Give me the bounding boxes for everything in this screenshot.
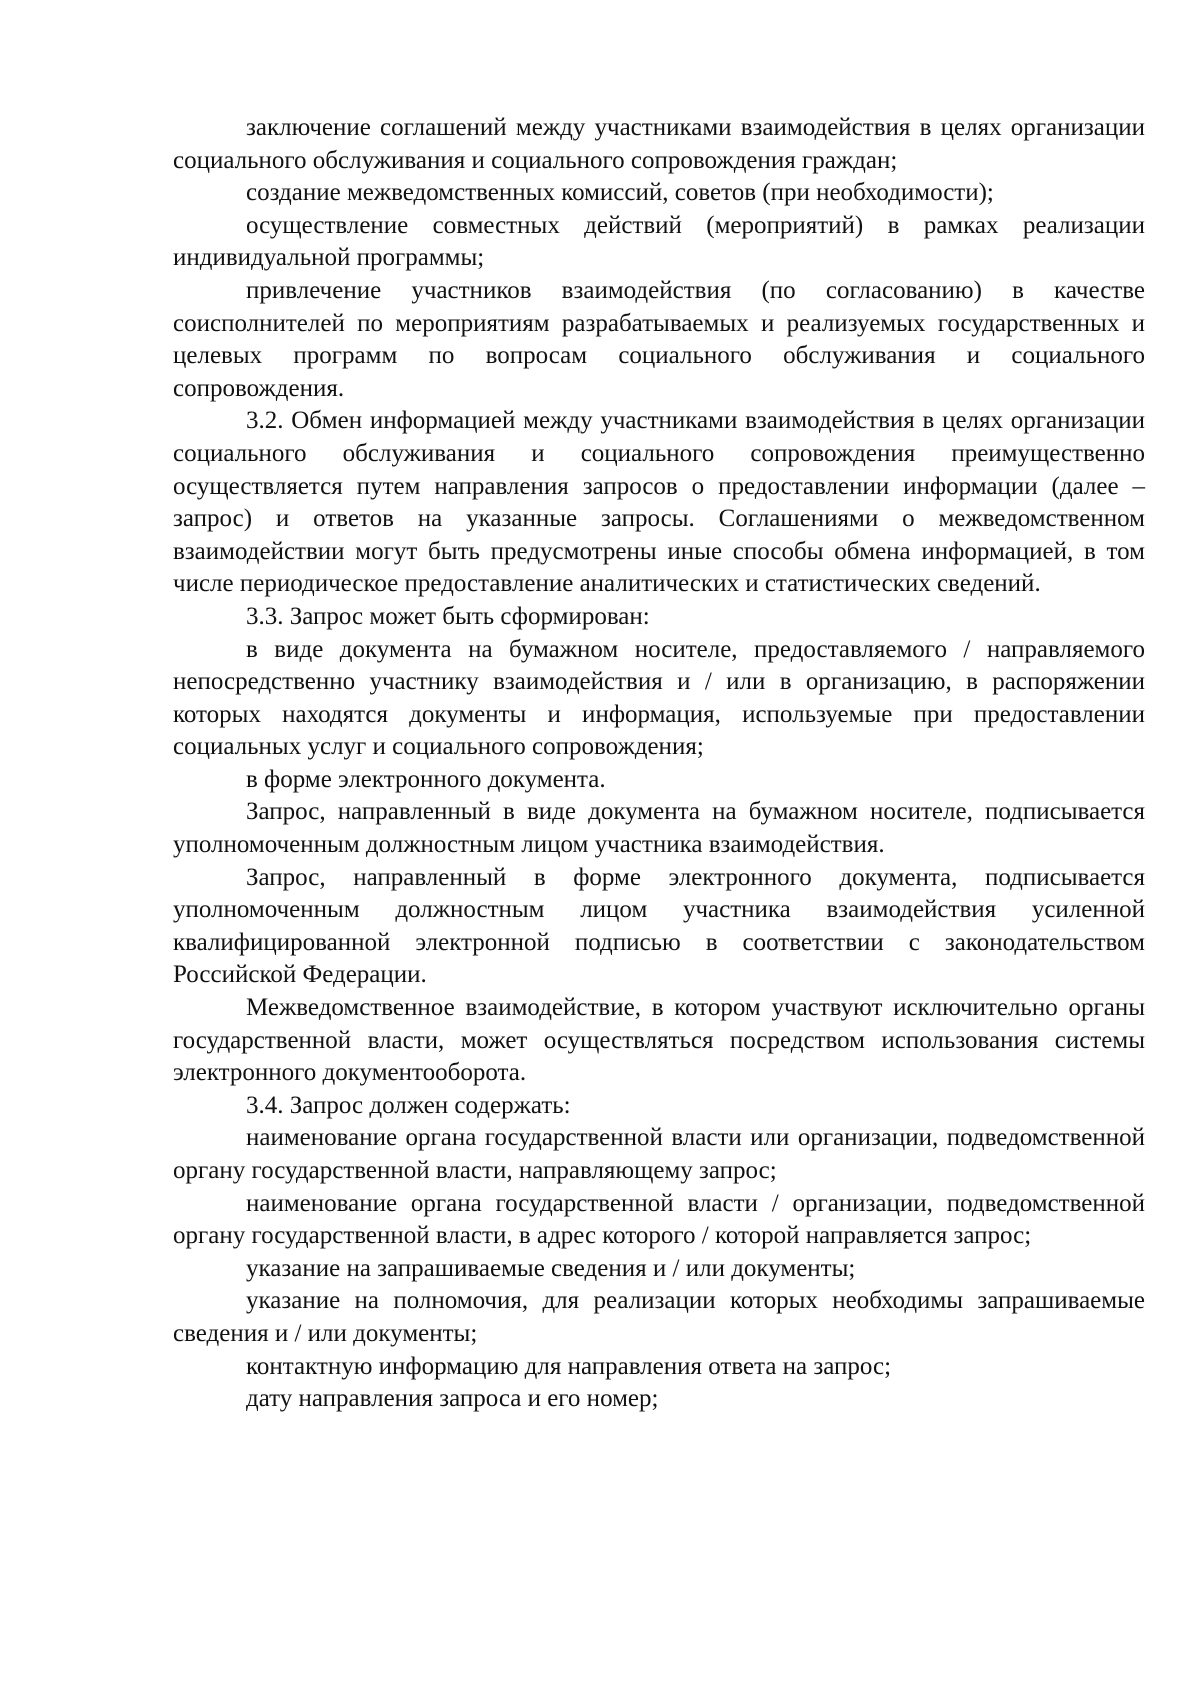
document-body (173, 112, 1145, 1416)
paragraph-edms: Межведомственное взаимодействие, в котором участвуют исключительно органы государственной власти, может осуществляться посредством использования системы электронного документооборота. (173, 994, 1145, 1087)
paragraph-agreements: заключение соглашений между участниками взаимодействия в целях организации социального обслуживания и социального сопровождения граждан; (173, 114, 1145, 174)
list-item-recipient-name: наименование органа государственной власти / организации, подведомственной органу государственной власти, в адрес которого / которой направляется запрос; (173, 1189, 1145, 1250)
paragraph-commissions: создание межведомственных комиссий, советов (при необходимости); (246, 179, 994, 207)
paragraph-section-3-2: 3.2. Обмен информацией между участниками взаимодействия в целях организации социального обслуживания и социального сопровождения преимущественно осуществляется путем направления запросов о предоставлении информации (далее – запрос) и ответов на указанные запросы. Соглашениями о межведомственном взаимодействии могут быть предусмотрены иные способы обмена информацией, в том числе периодическое предоставление аналитических и статистических сведений. (173, 407, 1145, 598)
paragraph-electronic-document: в форме электронного документа. (246, 765, 606, 793)
list-item-sender-name: наименование органа государственной власти или организации, подведомственной органу государственной власти, направляющему запрос; (173, 1124, 1145, 1184)
paragraph-paper-document: в виде документа на бумажном носителе, предоставляемого / направляемого непосредственно участнику взаимодействия и / или в организацию, в распоряжении которых находятся документы и информация, используемые при предоставлении социальных услуг и социального сопровождения; (173, 635, 1145, 761)
paragraph-section-3-3: 3.3. Запрос может быть сформирован: (246, 602, 650, 630)
list-item-authority: указание на полномочия, для реализации которых необходимы запрашиваемые сведения и / или документы; (173, 1287, 1145, 1347)
paragraph-section-3-4: 3.4. Запрос должен содержать: (246, 1091, 571, 1119)
paragraph-electronic-signature: Запрос, направленный в форме электронного документа, подписывается уполномоченным должностным лицом участника взаимодействия усиленной квалифицированной электронной подписью в соответствии с законодательством Российской Федерации. (173, 863, 1145, 989)
list-item-contact-info: контактную информацию для направления ответа на запрос; (246, 1352, 892, 1380)
paragraph-co-executors: привлечение участников взаимодействия (по согласованию) в качестве соисполнителей по мероприятиям разрабатываемых и реализуемых государственных и целевых программ по вопросам социального обслуживания и социального сопровождения. (173, 276, 1145, 402)
list-item-requested-info: указание на запрашиваемые сведения и / или документы; (246, 1254, 856, 1282)
paragraph-joint-actions: осуществление совместных действий (мероприятий) в рамках реализации индивидуальной программы; (173, 211, 1145, 272)
paragraph-paper-signature: Запрос, направленный в виде документа на бумажном носителе, подписывается уполномоченным должностным лицом участника взаимодействия. (173, 798, 1145, 859)
list-item-date-number: дату направления запроса и его номер; (246, 1385, 659, 1413)
